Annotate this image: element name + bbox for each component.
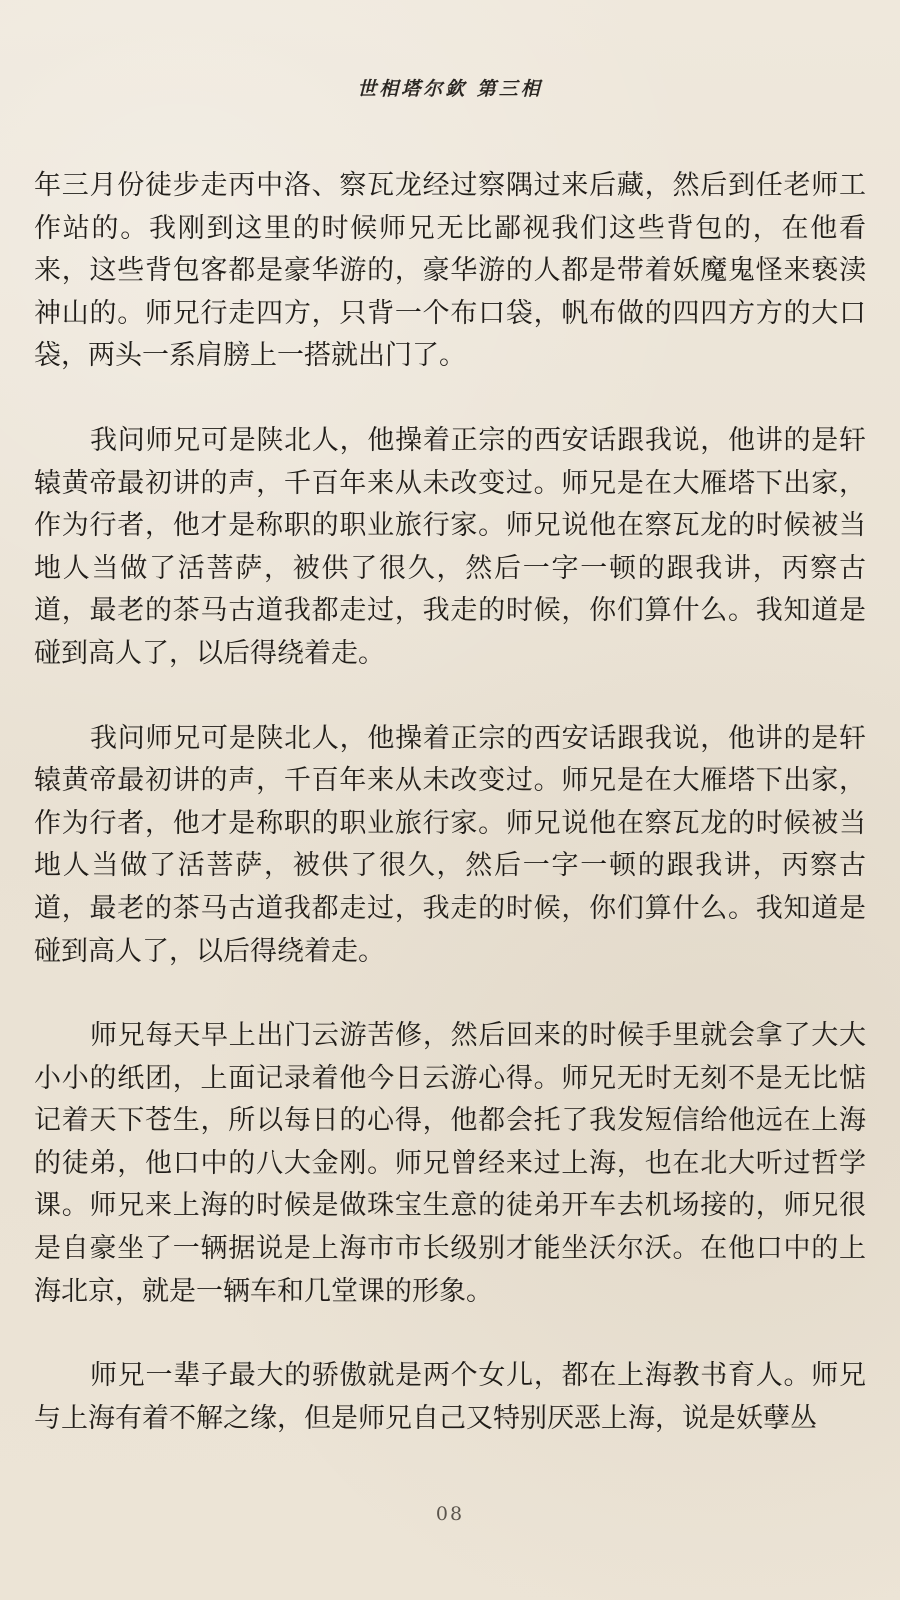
running-header: 世相塔尔欽 第三相: [357, 78, 543, 100]
paragraph-2: 我问师兄可是陕北人，他操着正宗的西安话跟我说，他讲的是轩辕黄帝最初讲的声，千百年来从未改变过。师兄是在大雁塔下出家，作为行者，他才是称职的职业旅行家。师兄说他在察瓦龙的时候被当地人当做了活菩萨，被供了很久，然后一字一顿的跟我讲，丙察古道，最老的茶马古道我都走过，我走的时候，你们算什么。我知道是碰到高人了，以后得绕着走。: [34, 424, 866, 669]
page-number: 08: [435, 1503, 465, 1525]
paragraph-1: 年三月份徒步走丙中洛、察瓦龙经过察隅过来后藏，然后到任老师工作站的。我刚到这里的时候师兄无比鄙视我们这些背包的，在他看来，这些背包客都是豪华游的，豪华游的人都是带着妖魔鬼怪来亵渎神山的。师兄行走四方，只背一个布口袋，帆布做的四四方方的大口袋，两头一系肩膀上一搭就出门了。: [34, 170, 866, 372]
page-body: [34, 165, 866, 1482]
paragraph-3: 我问师兄可是陕北人，他操着正宗的西安话跟我说，他讲的是轩辕黄帝最初讲的声，千百年来从未改变过。师兄是在大雁塔下出家，作为行者，他才是称职的职业旅行家。师兄说他在察瓦龙的时候被当地人当做了活菩萨，被供了很久，然后一字一顿的跟我讲，丙察古道，最老的茶马古道我都走过，我走的时候，你们算什么。我知道是碰到高人了，以后得绕着走。: [34, 722, 866, 967]
paragraph-4: 师兄每天早上出门云游苦修，然后回来的时候手里就会拿了大大小小的纸团，上面记录着他今日云游心得。师兄无时无刻不是无比惦记着天下苍生，所以每日的心得，他都会托了我发短信给他远在上海的徒弟，他口中的八大金刚。师兄曾经来过上海，也在北大听过哲学课。师兄来上海的时候是做珠宝生意的徒弟开车去机场接的，师兄很是自豪坐了一辆据说是上海市市长级别才能坐沃尔沃。在他口中的上海北京，就是一辆车和几堂课的形象。: [34, 1020, 866, 1307]
paragraph-5: 师兄一辈子最大的骄傲就是两个女儿，都在上海教书育人。师兄与上海有着不解之缘，但是师兄自己又特别厌恶上海，说是妖孽丛: [34, 1360, 866, 1434]
